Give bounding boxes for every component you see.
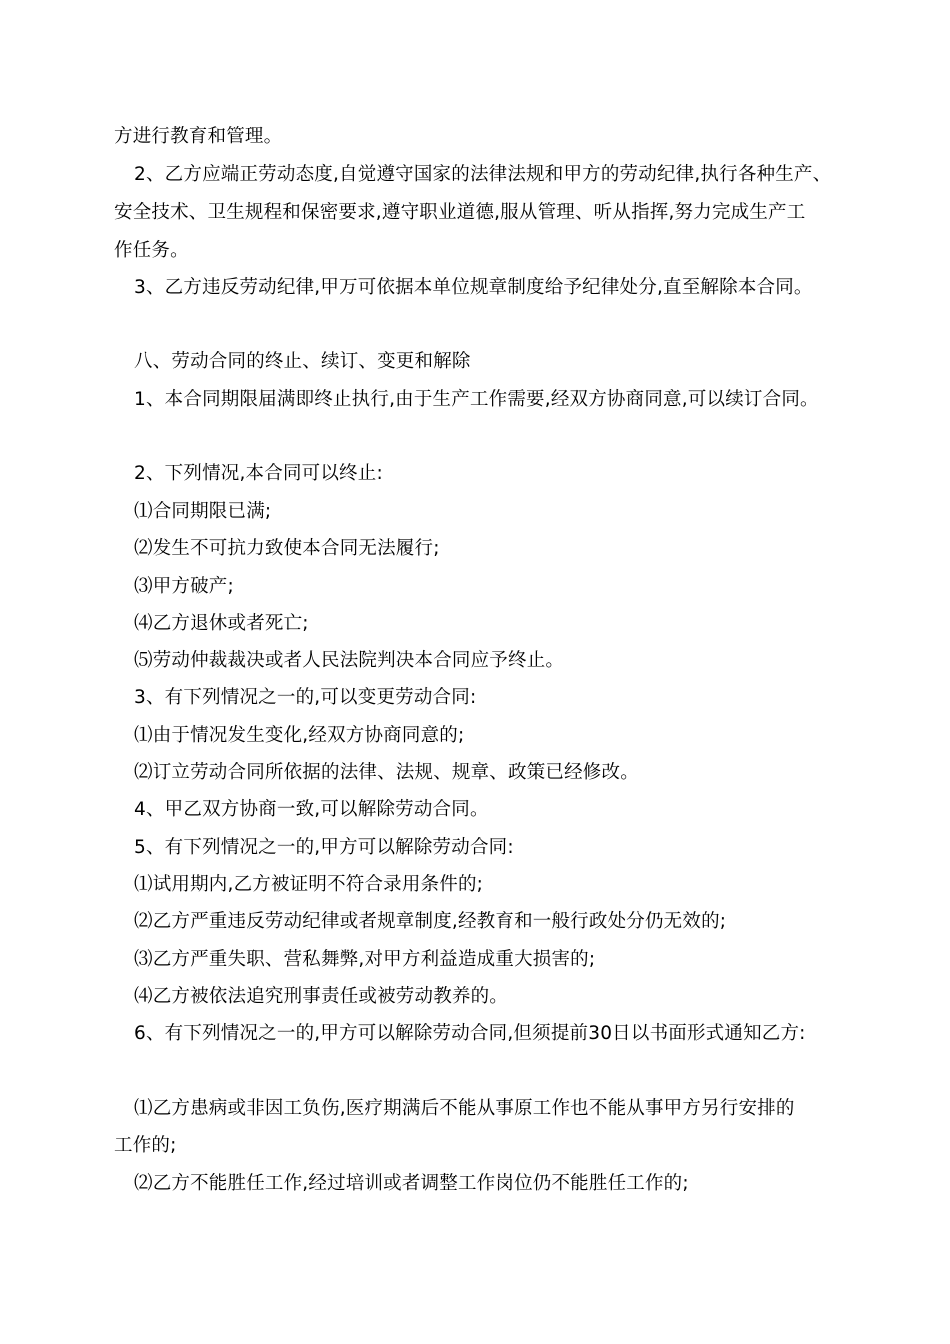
list-item: ⑵订立劳动合同所依据的法律、法规、规章、政策已经修改。 [134,762,639,783]
list-item: ⑷乙方被依法追究刑事责任或被劳动教养的。 [134,986,509,1007]
list-item: ⑶甲方破产; [134,576,234,597]
text-line: 5、有下列情况之一的,甲方可以解除劳动合同: [134,837,514,858]
text-line: 2、下列情况,本合同可以终止: [134,463,383,484]
list-item: ⑷乙方退休或者死亡; [134,613,309,634]
text-line: 作任务。 [114,240,189,261]
text-line: 6、有下列情况之一的,甲方可以解除劳动合同,但须提前30日以书面形式通知乙方: [134,1023,806,1044]
list-item: ⑵乙方严重违反劳动纪律或者规章制度,经教育和一般行政处分仍无效的; [134,911,727,932]
text-line: 安全技术、卫生规程和保密要求,遵守职业道德,服从管理、听从指挥,努力完成生产工 [114,202,806,223]
list-item: ⑶乙方严重失职、营私舞弊,对甲方利益造成重大损害的; [134,949,596,970]
list-item: ⑴试用期内,乙方被证明不符合录用条件的; [134,874,484,895]
list-item: ⑴乙方患病或非因工负伤,医疗期满后不能从事原工作也不能从事甲方另行安排的 [134,1098,795,1119]
text-line: 工作的; [114,1135,177,1156]
list-item: ⑵乙方不能胜任工作,经过培训或者调整工作岗位仍不能胜任工作的; [134,1173,689,1194]
text-line: 方进行教育和管理。 [114,126,283,147]
list-item: ⑴合同期限已满; [134,501,272,522]
list-item: ⑴由于情况发生变化,经双方协商同意的; [134,725,465,746]
text-line: 3、有下列情况之一的,可以变更劳动合同: [134,687,477,708]
text-line: 1、本合同期限届满即终止执行,由于生产工作需要,经双方协商同意,可以续订合同。 [134,389,819,410]
text-line: 2、乙方应端正劳动态度,自觉遵守国家的法律法规和甲方的劳动纪律,执行各种生产、 [134,164,832,185]
list-item: ⑵发生不可抗力致使本合同无法履行; [134,538,440,559]
text-line: 3、乙方违反劳动纪律,甲万可依据本单位规章制度给予纪律处分,直至解除本合同。 [134,277,813,298]
section-heading: 八、劳动合同的终止、续订、变更和解除 [134,351,471,372]
text-line: 4、甲乙双方协商一致,可以解除劳动合同。 [134,799,489,820]
list-item: ⑸劳动仲裁裁决或者人民法院判决本合同应予终止。 [134,650,565,671]
